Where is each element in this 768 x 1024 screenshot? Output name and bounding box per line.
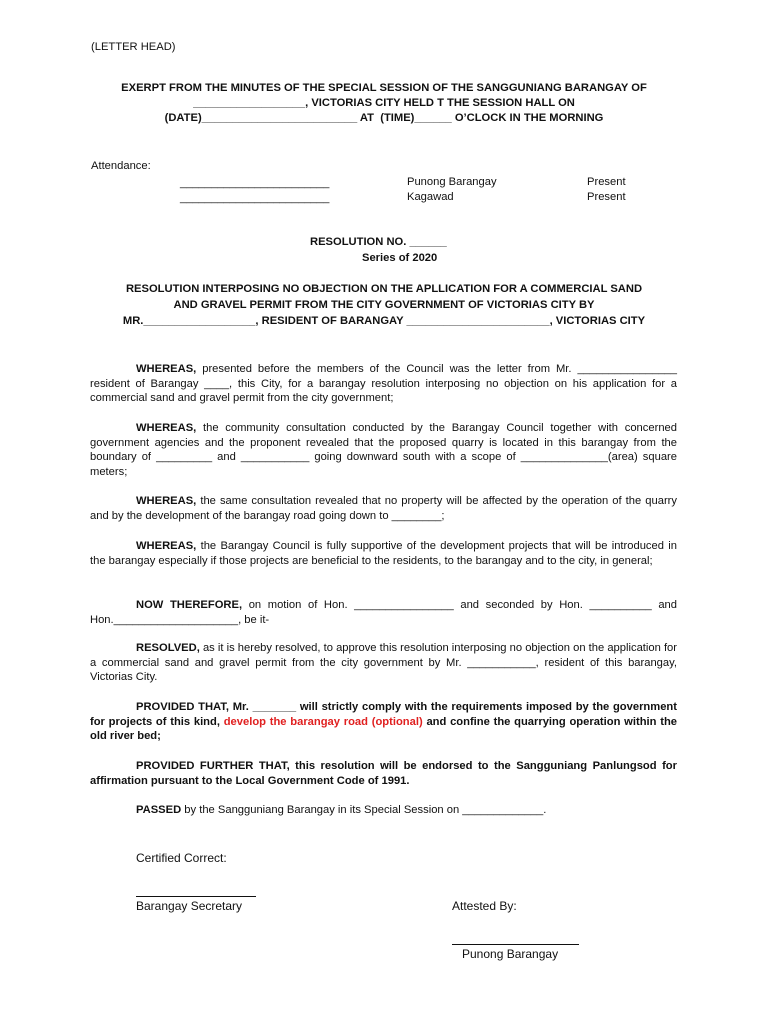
- resolved-paragraph: [90, 641, 677, 685]
- now-therefore-paragraph: [90, 598, 677, 627]
- paragraph-text: the Barangay Council is fully supportive of the development projects that will be introduced in the barangay especially if those projects are beneficial to the residents, to the barangay and to the city, in general;: [90, 540, 677, 567]
- paragraph-tail: and confine the quarrying operation within the old river bed;: [90, 715, 677, 743]
- whereas-paragraph-2: [90, 421, 677, 479]
- attendance-position-1: Punong Barangay: [407, 176, 497, 188]
- paragraph-lead: WHEREAS,: [136, 495, 197, 507]
- paragraph-text: by the Sangguniang Barangay in its Special Session on _____________.: [181, 804, 547, 816]
- resolution-number: RESOLUTION NO. ______: [310, 236, 447, 248]
- paragraph-lead: WHEREAS,: [136, 540, 197, 552]
- attendance-name-1: ________________________: [180, 177, 330, 189]
- resolution-title-line-1: RESOLUTION INTERPOSING NO OBJECTION ON THE APLLICATION FOR A COMMERCIAL SAND: [125, 283, 643, 295]
- paragraph-lead: WHEREAS,: [136, 363, 197, 375]
- attendance-status-2: Present: [587, 191, 626, 203]
- paragraph-lead: WHEREAS,: [136, 422, 197, 434]
- provided-further-paragraph: [90, 759, 677, 788]
- provided-that-paragraph: [90, 700, 677, 744]
- resolution-series: Series of 2020: [362, 252, 438, 264]
- attendance-status-1: Present: [587, 176, 626, 188]
- attested-by-label: Attested By:: [452, 899, 517, 913]
- whereas-paragraph-1: [90, 362, 677, 406]
- paragraph-lead: PROVIDED THAT, Mr. _______ will strictly comply with the requirements imposed by the government for projects of this kind,: [90, 701, 677, 728]
- paragraph-text: the same consultation revealed that no property will be affected by the operation of the quarry and by the development of the barangay road going down to ________;: [90, 495, 677, 522]
- paragraph-text: presented before the members of the Council was the letter from Mr. ________________ resident of Barangay ____, this City, for a barangay resolution interposing no objection on his application for a commercial sand and gravel permit from the city government;: [90, 363, 677, 405]
- whereas-paragraph-3: [90, 494, 677, 523]
- paragraph-lead: NOW THEREFORE,: [136, 599, 243, 611]
- paragraph-lead: RESOLVED,: [136, 642, 200, 654]
- certified-correct-label: Certified Correct:: [136, 851, 227, 865]
- secretary-signature-line: [136, 896, 256, 897]
- paragraph-text: on motion of Hon. ________________ and seconded by Hon. __________ and Hon.____________________, be it-: [90, 599, 677, 626]
- resolution-title-line-3: MR.__________________, RESIDENT OF BARANGAY _______________________, VICTORIAS CITY: [122, 315, 646, 327]
- attendance-label: Attendance:: [91, 160, 151, 172]
- punong-barangay-title: Punong Barangay: [462, 947, 559, 961]
- header-line-2: __________________, VICTORIAS CITY HELD T THE SESSION HALL ON: [193, 97, 575, 109]
- paragraph-lead: PROVIDED FURTHER THAT, this resolution will be endorsed to the Sangguniang Panlungsod for affirmation pursuant to the Local Government Code of 1991.: [90, 760, 677, 787]
- punong-signature-line: [452, 944, 579, 945]
- header-line-1: EXERPT FROM THE MINUTES OF THE SPECIAL SESSION OF THE SANGGUNIANG BARANGAY OF: [121, 82, 647, 94]
- whereas-paragraph-4: [90, 539, 677, 568]
- attendance-name-2: ________________________: [180, 192, 330, 204]
- secretary-title: Barangay Secretary: [136, 899, 243, 913]
- letterhead-placeholder: (LETTER HEAD): [91, 41, 176, 53]
- header-line-3: (DATE)_________________________ AT (TIME)______ O’CLOCK IN THE MORNING: [164, 112, 604, 124]
- optional-clause-highlight: develop the barangay road (optional): [223, 715, 423, 728]
- paragraph-lead: PASSED: [136, 804, 182, 816]
- paragraph-text: as it is hereby resolved, to approve this resolution interposing no objection on the application for a commercial sand and gravel permit from the city government by Mr. ___________, resident of this barangay, Victorias City.: [90, 642, 677, 684]
- resolution-title-line-2: AND GRAVEL PERMIT FROM THE CITY GOVERNMENT OF VICTORIAS CITY BY: [173, 299, 595, 311]
- passed-paragraph: [90, 803, 677, 818]
- paragraph-text: the community consultation conducted by the Barangay Council together with concerned government agencies and the proponent revealed that the proposed quarry is located in this barangay from the boundary of _________ and ___________ going downward south with a scope of ______________(area) square meters;: [90, 422, 677, 478]
- attendance-position-2: Kagawad: [407, 191, 454, 203]
